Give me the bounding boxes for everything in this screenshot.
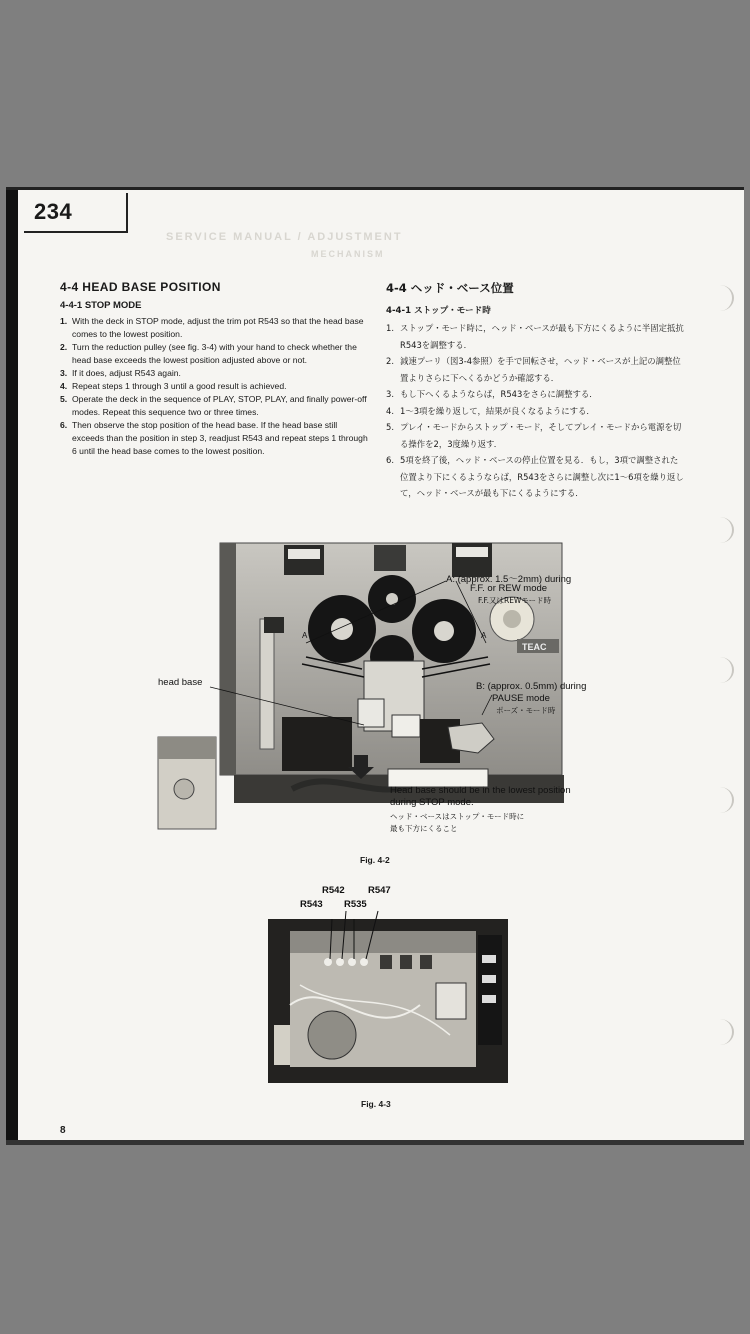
figure-4-2 xyxy=(152,539,587,839)
step-en: 2. Turn the reduction pulley (see fig. 3-4) with your hand to check whether the head base exceeds the lowest position adjusted above or not. xyxy=(60,342,357,365)
note-jp-line2: 最も下方にくること xyxy=(390,824,458,833)
step-jp: 2. 減速プーリ（図3-4参照）を手で回転させ，ヘッド・ベースが上記の調整位置よりさらに下へくるかどうか確認する． xyxy=(386,356,681,383)
subsection-title-jp: 4-4-1 ストップ・モード時 xyxy=(386,306,491,316)
step-en: 3. If it does, adjust R543 again. xyxy=(60,368,181,378)
page-number: 234 xyxy=(34,199,73,224)
section-title-jp: 4-4 ヘッド・ベース位置 xyxy=(386,281,514,295)
marker-a-left: A xyxy=(302,631,308,640)
note-line1: Head base should be in the lowest position xyxy=(390,785,571,796)
manual-page xyxy=(6,187,744,1145)
label-r547: R547 xyxy=(368,885,391,896)
punch-hole xyxy=(706,787,734,813)
label-r535: R535 xyxy=(344,899,367,910)
figure-4-3 xyxy=(250,885,512,1085)
label-a-line1: A: (approx. 1.5～2mm) during xyxy=(446,574,572,585)
page-bottom-edge xyxy=(6,1140,744,1145)
page-top-edge xyxy=(6,187,744,190)
faint-show-through-header: SERVICE MANUAL / ADJUSTMENT xyxy=(166,231,403,243)
japanese-column xyxy=(386,280,686,502)
punch-hole xyxy=(706,285,734,311)
step-en: 5. Operate the deck in the sequence of PLAY, STOP, PLAY, and finally power-off modes. Repeat this sequence two or three times. xyxy=(60,394,367,417)
punch-hole xyxy=(706,657,734,683)
note-line2: during STOP mode. xyxy=(390,797,474,808)
page-binding-shadow xyxy=(6,187,18,1145)
steps-list-jp xyxy=(386,320,686,502)
caption-fig-4-3: Fig. 4-3 xyxy=(361,1099,391,1109)
step-en: 4. Repeat steps 1 through 3 until a good result is achieved. xyxy=(60,381,287,391)
step-jp: 5. プレイ・モードからストップ・モード，そしてプレイ・モードから電源を切る操作を2，3度繰り返す． xyxy=(386,422,682,449)
step-en: 1. With the deck in STOP mode, adjust the trim pot R543 so that the head base comes to the lowest position. xyxy=(60,316,364,339)
label-b-line2: PAUSE mode xyxy=(492,693,550,704)
label-b-line1: B: (approx. 0.5mm) during xyxy=(476,681,587,692)
step-en: 6. Then observe the stop position of the head base. If the head base still exceeds than the position in step 3, readjust R543 and repeat steps 1 through 6 until the head base comes to the lowest position. xyxy=(60,420,368,456)
brand-badge: TEAC xyxy=(522,642,547,652)
label-b-jp: ポーズ・モード時 xyxy=(496,706,556,715)
punch-hole xyxy=(706,1019,734,1045)
pcb-photo xyxy=(250,885,512,1085)
english-column xyxy=(60,280,370,458)
footer-page-number: 8 xyxy=(60,1125,66,1136)
step-jp: 6. 5項を終了後，ヘッド・ベースの停止位置を見る．もし，3項で調整された位置より下にくるようならば，R543をさらに調整し次に1～6項を繰り返して，ヘッド・ベースが最も下にくるようにする． xyxy=(386,455,684,498)
punch-hole xyxy=(706,517,734,543)
label-r543: R543 xyxy=(300,899,323,910)
faint-show-through-subheader: MECHANISM xyxy=(311,249,385,259)
steps-list-en xyxy=(60,315,370,458)
label-head-base: head base xyxy=(158,677,203,688)
subsection-title-en: 4-4-1 STOP MODE xyxy=(60,300,142,311)
step-jp: 3. もし下へくるようならば，R543をさらに調整する． xyxy=(386,389,598,399)
label-r542: R542 xyxy=(322,885,345,896)
step-jp: 4. 1～3項を繰り返して，結果が良くなるようにする． xyxy=(386,405,595,416)
step-jp: 1. ストップ・モード時に，ヘッド・ベースが最も下方にくるように半固定抵抗R543を調整する． xyxy=(386,323,684,350)
label-a-line2: F.F. or REW mode xyxy=(470,583,548,594)
note-jp-line1: ヘッド・ベースはストップ・モード時に xyxy=(390,812,525,821)
marker-a-right: A xyxy=(481,631,487,640)
section-title-en: 4-4 HEAD BASE POSITION xyxy=(60,280,221,294)
caption-fig-4-2: Fig. 4-2 xyxy=(360,855,390,865)
label-a-jp: F.F.又はREWモード時 xyxy=(478,596,552,605)
